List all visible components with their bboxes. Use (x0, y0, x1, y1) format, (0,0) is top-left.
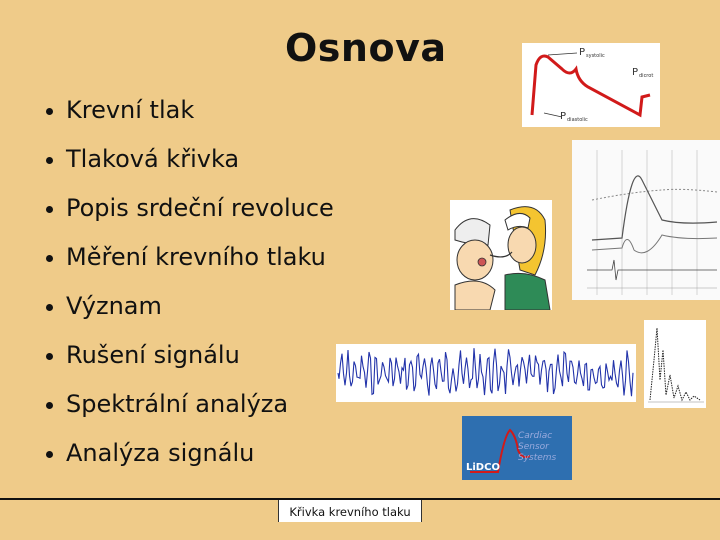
bullet-icon (46, 108, 53, 115)
spectrum-plot (644, 320, 706, 408)
blood-pressure-measurement-illustration (450, 200, 552, 310)
cardiac-cycle-graphic (572, 140, 720, 300)
svg-text:P: P (560, 111, 567, 122)
footer-text: Křivka krevního tlaku (289, 505, 411, 519)
lidco-logo (462, 416, 572, 480)
list-item: Měření krevního tlaku (44, 237, 334, 286)
svg-text:P: P (632, 67, 639, 78)
list-item: Rušení signálu (44, 335, 334, 384)
bullet-icon (46, 402, 53, 409)
svg-text:Sensor: Sensor (518, 442, 549, 452)
pressure-curve-diagram (522, 43, 660, 127)
svg-text:dicrot: dicrot (639, 73, 654, 79)
bullet-icon (46, 304, 53, 311)
list-item: Význam (44, 286, 334, 335)
svg-text:systolic: systolic (586, 53, 605, 59)
list-item: Spektrální analýza (44, 384, 334, 433)
noise-signal-line (338, 348, 633, 396)
svg-text:Cardiac: Cardiac (518, 431, 553, 441)
spectrum-graphic (644, 320, 706, 408)
nurse-illustration-graphic (450, 200, 552, 310)
list-item: Popis srdeční revoluce (44, 188, 334, 237)
svg-text:Systems: Systems (518, 453, 557, 463)
bullet-icon (46, 353, 53, 360)
list-item: Analýza signálu (44, 433, 334, 482)
slide-title: Osnova (285, 26, 447, 70)
lidco-logo-graphic (462, 416, 572, 480)
systolic-arrow (548, 53, 577, 55)
footer-box (278, 500, 422, 522)
svg-text:P: P (579, 47, 586, 58)
outline-list (44, 90, 334, 482)
bullet-icon (46, 157, 53, 164)
noise-signal-plot (336, 344, 636, 402)
pressure-curve-line (532, 56, 650, 115)
pressure-curve-graphic (522, 43, 660, 127)
svg-text:LiDCO: LiDCO (466, 462, 500, 473)
svg-text:diastolic: diastolic (567, 117, 588, 123)
list-item: Tlaková křivka (44, 139, 334, 188)
bullet-icon (46, 206, 53, 213)
list-item: Krevní tlak (44, 90, 334, 139)
bullet-icon (46, 255, 53, 262)
bullet-icon (46, 451, 53, 458)
noise-signal-graphic (336, 344, 636, 402)
cardiac-cycle-chart (572, 140, 720, 300)
